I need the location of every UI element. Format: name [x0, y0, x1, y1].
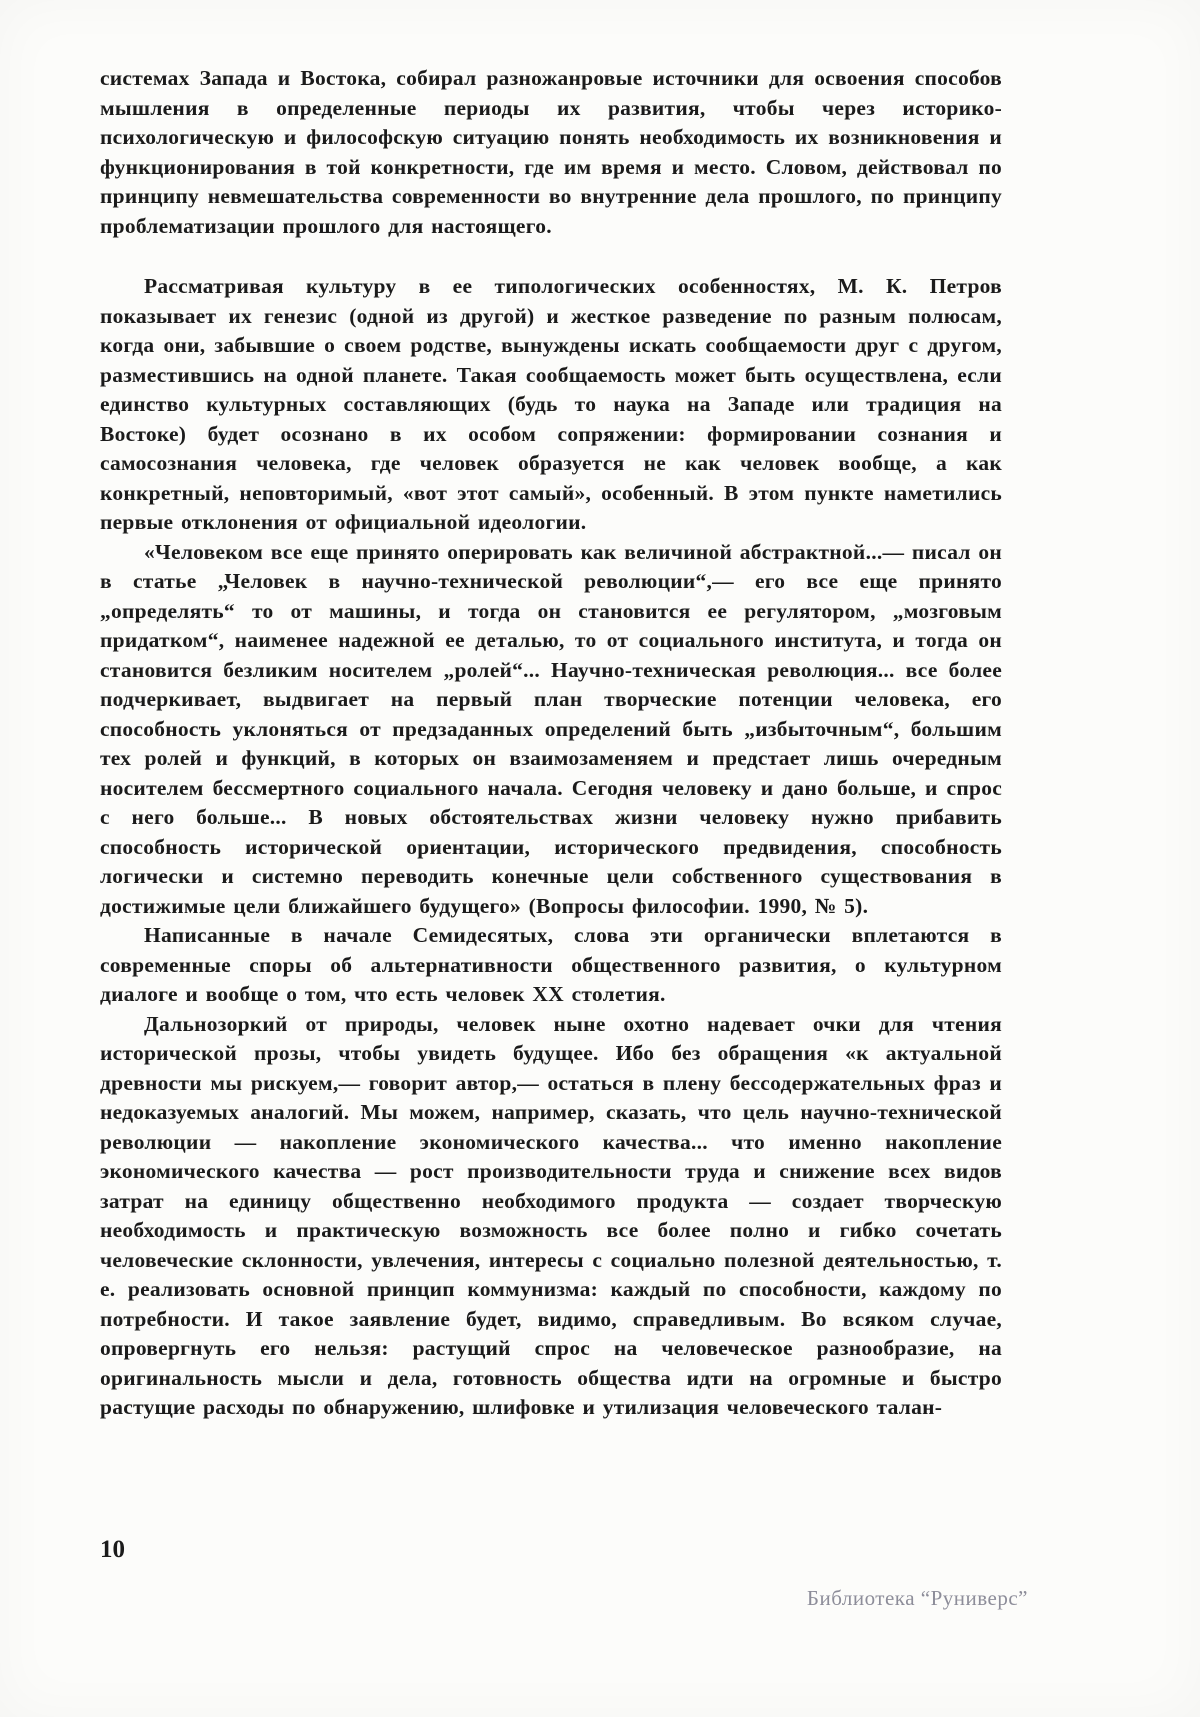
paragraph: системах Запада и Востока, собирал разножанровые источники для освоения способов мышления в определенные периоды их развития, чтобы через историко-психологическую и философскую ситуацию понять необходимость их возникновения и функционирования в той конкретности, где им время и место. Словом, действовал по принципу невмешательства современности во внутренние дела прошлого, по принципу проблематизации прошлого для настоящего.	[100, 66, 1002, 238]
page-text	[100, 64, 1002, 1423]
paragraph: Дальнозоркий от природы, человек ныне охотно надевает очки для чтения исторической прозы, чтобы увидеть будущее. Ибо без обращения «к актуальной древности мы рискуем,— говорит автор,— остаться в плену бессодержательных фраз и недоказуемых аналогий. Мы можем, например, сказать, что цель научно-технической революции — накопление экономического качества... что именно накопление экономического качества — рост производительности труда и снижение всех видов затрат на единицу общественно необходимого продукта — создает творческую необходимость и практическую возможность все более полно и гибко сочетать человеческие склонности, увлечения, интересы с социально полезной деятельностью, т. е. реализовать основной принцип коммунизма: каждый по способности, каждому по потребности. И такое заявление будет, видимо, справедливым. Во всяком случае, опровергнуть его нельзя: растущий спрос на человеческое разнообразие, на оригинальность мысли и дела, готовность общества идти на огромные и быстро растущие расходы по обнаружению, шлифовке и утилизация человеческого талан-	[100, 1011, 1002, 1419]
paragraph: «Человеком все еще принято оперировать как величиной абстрактной...— писал он в статье „Человек в научно-технической революции“,— его все еще принято „определять“ то от машины, и тогда он становится ее регулятором, „мозговым придатком“, наименее надежной ее деталью, то от социального института, и тогда он становится безликим носителем „ролей“... Научно-техническая революция... все более подчеркивает, выдвигает на первый план творческие потенции человека, его способность уклоняться от предзаданных определений быть „избыточным“, большим тех ролей и функций, в которых он взаимозаменяем и предстает лишь очередным носителем бессмертного социального начала. Сегодня человеку и дано больше, и спрос с него больше... В новых обстоятельствах жизни человеку нужно прибавить способность исторической ориентации, исторического предвидения, способность логически и системно переводить конечные цели собственного существования в достижимые цели ближайшего будущего» (Вопросы философии. 1990, № 5).	[100, 539, 1002, 918]
paragraph: Написанные в начале Семидесятых, слова эти органически вплетаются в современные споры об альтернативности общественного развития, о культурном диалоге и вообще о том, что есть человек XX столетия.	[100, 923, 1002, 1006]
paragraph: Рассматривая культуру в ее типологических особенностях, М. К. Петров показывает их генезис (одной из другой) и жесткое разведение по разным полюсам, когда они, забывшие о своем родстве, вынуждены искать сообщаемости друг с другом, разместившись на одной планете. Такая сообщаемость может быть осуществлена, если единство культурных составляющих (будь то наука на Западе или традиция на Востоке) будет осознано в их особом сопряжении: формировании сознания и самосознания человека, где человек образуется не как человек вообще, а как конкретный, неповторимый, «вот этот самый», особенный. В этом пункте наметились первые отклонения от официальной идеологии.	[100, 274, 1002, 534]
library-watermark: Библиотека “Руниверс”	[806, 1586, 1028, 1610]
page-number: 10	[100, 1536, 125, 1563]
